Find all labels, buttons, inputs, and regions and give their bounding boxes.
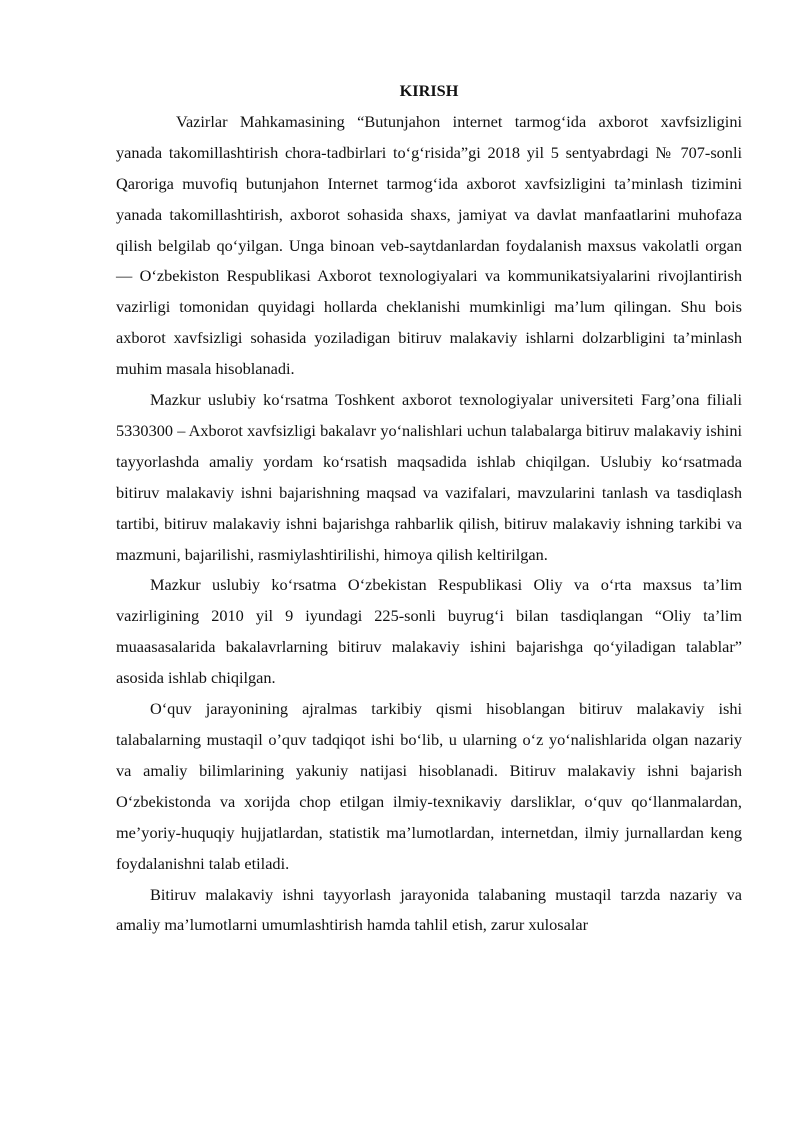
paragraph-5: Bitiruv malakaviy ishni tayyorlash jarayonida talabaning mustaqil tarzda nazariy va amaliy ma’lumotlarni umumlashtirish hamda tahlil etish, zarur xulosalar bbox=[116, 884, 742, 935]
paragraph-2: Mazkur uslubiy koʻrsatma Toshkent axborot texnologiyalar universiteti Farg’ona filiali 5330300 – Axborot xavfsizligi bakalavr yoʻnalishlari uchun talabalarga bitiruv malakaviy ishini tayyorlashda amaliy yordam koʻrsatish maqsadida ishlab chiqilgan. Uslubiy koʻrsatmada bitiruv malakaviy ishni bajarishning maqsad va vazifalari, mavzularini tanlash va tasdiqlash tartibi, bitiruv malakaviy ishni bajarishga rahbarlik qilish, bitiruv malakaviy ishning tarkibi va mazmuni, bajarilishi, rasmiylashtirilishi, himoya qilish keltirilgan. bbox=[116, 390, 742, 564]
paragraph-4: O‘quv jarayonining ajralmas tarkibiy qismi hisoblangan bitiruv malakaviy ishi talabalarning mustaqil o’quv tadqiqot ishi bo‘lib, u ularning o‘z yo‘nalishlarida olgan nazariy va amaliy bilimlarining yakuniy natijasi hisoblanadi. Bitiruv malakaviy ishni bajarish O‘zbekistonda va xorijda chop etilgan ilmiy-texnikaviy darsliklar, o‘quv qo‘llanmalardan, me’yoriy-huquqiy hujjatlardan, statistik ma’lumotlardan, internetdan, ilmiy jurnallardan keng foydalanishni talab etiladi. bbox=[116, 699, 742, 873]
section-title: KIRISH bbox=[399, 81, 459, 100]
paragraph-1: Vazirlar Mahkamasining “Butunjahon internet tarmog‘ida axborot xavfsizligini yanada takomillashtirish chora-tadbirlari to‘g‘risida”gi 2018 yil 5 sentyabrdagi № 707-sonli Qaroriga muvofiq butunjahon Internet tarmog‘ida axborot xavfsizligini ta’minlash tizimini yanada takomillashtirish, axborot sohasida shaxs, jamiyat va davlat manfaatlarini muhofaza qilish belgilab qo‘yilgan. Unga binoan veb-saytdanlardan foydalanish maxsus vakolatli organ — O‘zbekiston Respublikasi Axborot texnologiyalari va kommunikatsiyalarini rivojlantirish vazirligi tomonidan quyidagi hollarda cheklanishi mumkinligi ma’lum qilingan. Shu bois axborot xavfsizligi sohasida yoziladigan bitiruv malakaviy ishlarni dolzarbligini ta’minlash muhim masala hisoblanadi. bbox=[116, 111, 742, 379]
paragraph-3: Mazkur uslubiy ko‘rsatma O‘zbekistan Respublikasi Oliy va o‘rta maxsus ta’lim vazirligining 2010 yil 9 iyundagi 225-sonli buyrug‘i bilan tasdiqlangan “Oliy ta’lim muaasasalarida bakalavrlarning bitiruv malakaviy ishini bajarishga qo‘yiladigan talablar” asosida ishlab chiqilgan. bbox=[116, 575, 742, 688]
document-body bbox=[116, 76, 742, 941]
